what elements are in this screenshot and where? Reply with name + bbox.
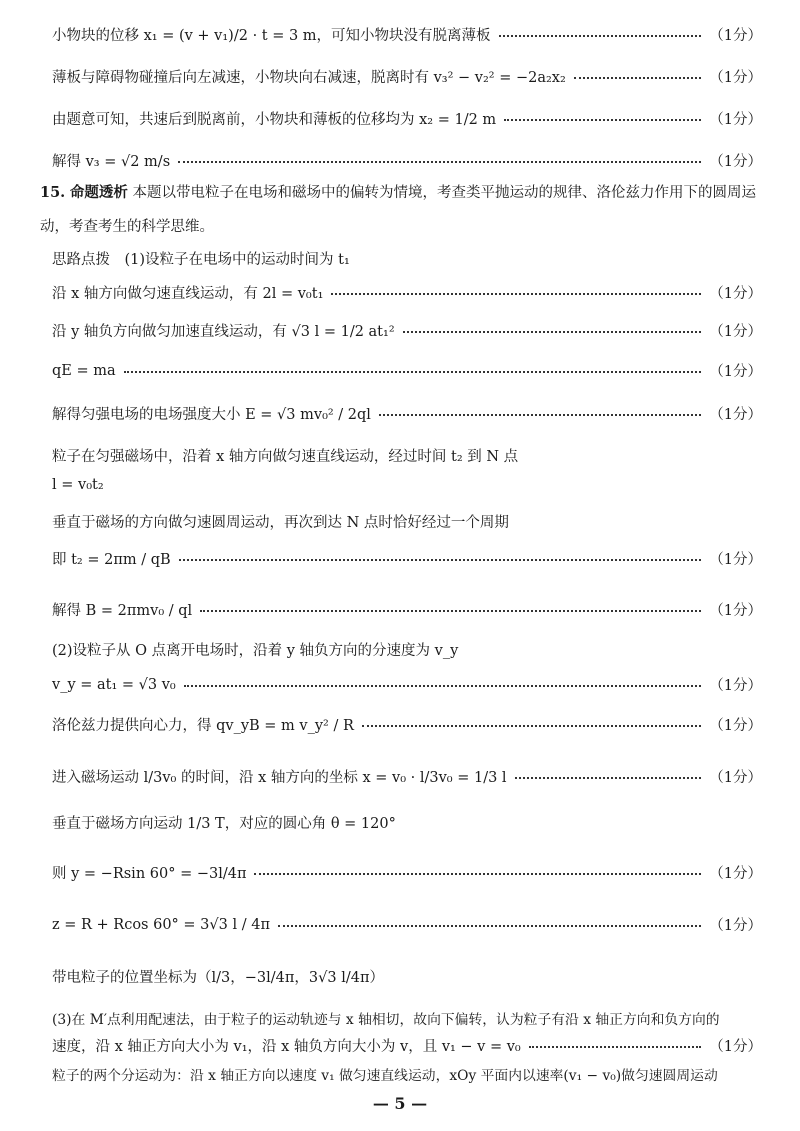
score: （1分） — [709, 407, 762, 423]
answer-line-1: 小物块的位移 x₁ = (v + v₁)/2 · t = 3 m，可知小物块没有脱离薄板 （1分） — [52, 24, 762, 45]
answer-line-25: 速度，沿 x 轴正方向大小为 v₁，沿 x 轴负方向大小为 v，且 v₁ − v = v₀ （1分） — [52, 1035, 762, 1056]
section-label: 命题透析 — [69, 184, 128, 201]
answer-line-9: qE = ma （1分） — [52, 360, 762, 381]
leader-dots — [529, 1046, 702, 1048]
score: （1分） — [709, 324, 762, 340]
answer-line-23: 带电粒子的位置坐标为（l/3，−3l/4π，3√3 l/4π） — [52, 970, 384, 986]
score: （1分） — [709, 678, 762, 694]
answer-line-15: 解得 B = 2πmv₀ / ql （1分） — [52, 599, 762, 620]
score: （1分） — [709, 603, 762, 619]
answer-line-4: 解得 v₃ = √2 m/s （1分） — [52, 150, 762, 171]
leader-dots — [379, 414, 701, 416]
page-number: — 5 — — [372, 1094, 428, 1113]
answer-line-8: 沿 y 轴负方向做匀加速直线运动，有 √3 l = 1/2 at₁² （1分） — [52, 320, 762, 341]
score: （1分） — [709, 1039, 762, 1055]
score: （1分） — [709, 28, 762, 44]
leader-dots — [179, 559, 702, 561]
leader-dots — [124, 371, 702, 373]
leader-dots — [403, 331, 702, 333]
answer-line-7: 沿 x 轴方向做匀速直线运动，有 2l = v₀t₁ （1分） — [52, 282, 762, 303]
answer-line-20: 垂直于磁场方向运动 1/3 T，对应的圆心角 θ = 120° — [52, 816, 396, 832]
score: （1分） — [709, 866, 762, 882]
answer-line-10: 解得匀强电场的电场强度大小 E = √3 mv₀² / 2ql （1分） — [52, 403, 762, 424]
section-15-intro — [40, 176, 762, 244]
score: （1分） — [709, 112, 762, 128]
leader-dots — [254, 873, 701, 875]
score: （1分） — [709, 718, 762, 734]
leader-dots — [200, 610, 701, 612]
answer-line-24: (3)在 M′点利用配速法，由于粒子的运动轨迹与 x 轴相切，故向下偏转，认为粒子有沿 x 轴正方向和负方向的 — [52, 1012, 720, 1028]
answer-line-11: 粒子在匀强磁场中，沿着 x 轴方向做匀速直线运动，经过时间 t₂ 到 N 点 — [52, 449, 519, 465]
score: （1分） — [709, 770, 762, 786]
score: （1分） — [709, 70, 762, 86]
leader-dots — [278, 925, 701, 927]
answer-line-18: 洛伦兹力提供向心力，得 qv_yB = m v_y² / R （1分） — [52, 714, 762, 735]
section-text: 本题以带电粒子在电场和磁场中的偏转为情境，考查类平抛运动的规律、洛伦兹力作用下的圆周运动，考查考生的科学思维。 — [40, 185, 756, 235]
leader-dots — [184, 685, 702, 687]
leader-dots — [362, 725, 701, 727]
answer-line-26: 粒子的两个分运动为：沿 x 轴正方向以速度 v₁ 做匀速直线运动，xOy 平面内以速率(v₁ − v₀)做匀速圆周运动 — [52, 1068, 718, 1084]
score: （1分） — [709, 552, 762, 568]
answer-line-14: 即 t₂ = 2πm / qB （1分） — [52, 548, 762, 569]
answer-line-6: 思路点拨 (1)设粒子在电场中的运动时间为 t₁ — [52, 252, 350, 268]
answer-line-12: l = v₀t₂ — [52, 477, 104, 493]
score: （1分） — [709, 918, 762, 934]
answer-line-13: 垂直于磁场的方向做匀速圆周运动，再次到达 N 点时恰好经过一个周期 — [52, 515, 509, 531]
score: （1分） — [709, 364, 762, 380]
answer-line-16: (2)设粒子从 O 点离开电场时，沿着 y 轴负方向的分速度为 v_y — [52, 643, 459, 659]
answer-line-19: 进入磁场运动 l/3v₀ 的时间，沿 x 轴方向的坐标 x = v₀ · l/3v₀ = 1/3 l （1分） — [52, 766, 762, 787]
leader-dots — [574, 77, 701, 79]
leader-dots — [178, 161, 701, 163]
score: （1分） — [709, 286, 762, 302]
leader-dots — [499, 35, 702, 37]
answer-line-21: 则 y = −Rsin 60° = −3l/4π （1分） — [52, 862, 762, 883]
answer-line-22: z = R + Rcos 60° = 3√3 l / 4π （1分） — [52, 914, 762, 935]
leader-dots — [515, 777, 702, 779]
answer-line-17: v_y = at₁ = √3 v₀ （1分） — [52, 674, 762, 695]
question-number: 15. — [40, 184, 66, 201]
answer-line-3: 由题意可知，共速后到脱离前，小物块和薄板的位移均为 x₂ = 1/2 m （1分） — [52, 108, 762, 129]
answer-line-2: 薄板与障碍物碰撞后向左减速，小物块向右减速，脱离时有 v₃² − v₂² = −2a₂x₂ （1分） — [52, 66, 762, 87]
score: （1分） — [709, 154, 762, 170]
leader-dots — [331, 293, 701, 295]
leader-dots — [504, 119, 701, 121]
